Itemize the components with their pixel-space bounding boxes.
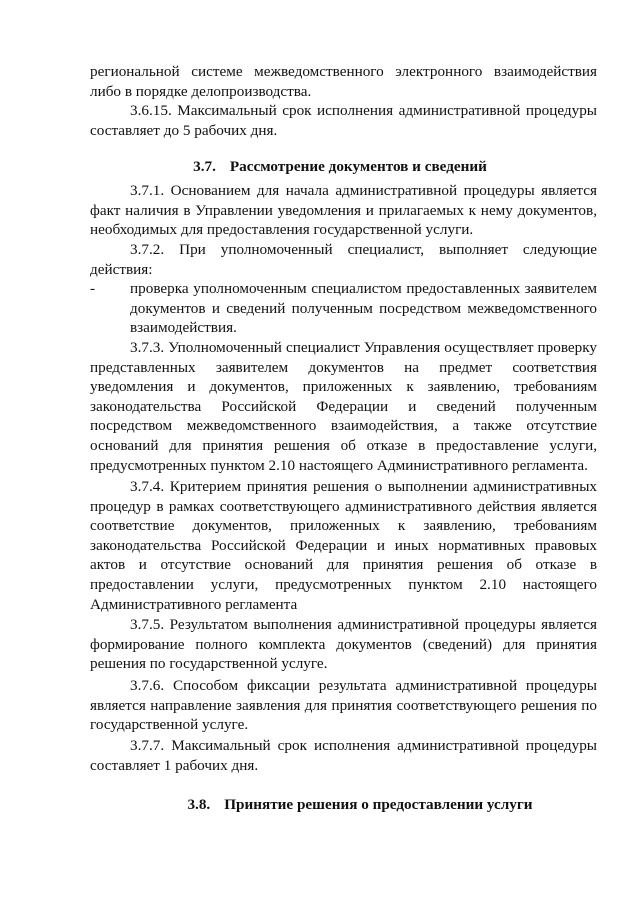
paragraph-3-6-15: 3.6.15. Максимальный срок исполнения административной процедуры составляет до 5 рабочих дня. <box>90 102 597 139</box>
paragraph-3-7-2: 3.7.2. При уполномоченный специалист, выполняет следующие действия: <box>90 241 597 278</box>
dash-item-text: проверка уполномоченным специалистом предоставленных заявителем документов и сведений полученным посредством межведомственного взаимодействия. <box>130 280 597 337</box>
section-heading-3-8 <box>40 796 640 814</box>
paragraph-3-7-4: 3.7.4. Критерием принятия решения о выполнении административных процедур в рамках соответствующего административного действия является соответствие документов, приложенных к заявлению, требованиям законодательства Российской Федерации и иных нормативных правовых актов и отсутствие оснований для принятия решения об отказе в предоставлении услуги, предусмотренных пунктом 2.10 настоящего Административного регламента <box>90 478 597 613</box>
dash-list-item <box>90 279 597 338</box>
paragraph-3-7-7: 3.7.7. Максимальный срок исполнения административной процедуры составляет 1 рабочих дня. <box>90 737 597 774</box>
section-heading-3-7 <box>20 158 640 176</box>
dash-marker: - <box>90 280 96 297</box>
section-title: Принятие решения о предоставлении услуги <box>224 796 533 813</box>
paragraph-3-7-3: 3.7.3. Уполномоченный специалист Управления осуществляет проверку представленных заявителем документов на предмет соответствия уведомления и документов, приложенных к заявлению, требованиям законодательства Российской Федерации и сведений полученным посредством межведомственного взаимодействия, а также отсутствие оснований для принятия решения об отказе в предоставление услуги, предусмотренных пунктом 2.10 настоящего Административного регламента. <box>90 339 597 474</box>
paragraph-3-7-5: 3.7.5. Результатом выполнения административной процедуры является формирование полного комплекта документов (сведений) для принятия решения по государственной услуге. <box>90 616 597 673</box>
section-title: Рассмотрение документов и сведений <box>229 158 487 175</box>
paragraph-continuation: региональной системе межведомственного электронного взаимодействия либо в порядке делопроизводства. <box>90 63 597 100</box>
section-number: 3.8. <box>187 796 211 813</box>
paragraph-3-7-6: 3.7.6. Способом фиксации результата административной процедуры является направление заявления для принятия соответствующего решения по государственной услуге. <box>90 677 597 734</box>
section-number: 3.7. <box>193 158 216 175</box>
paragraph-3-7-1: 3.7.1. Основанием для начала административной процедуры является факт наличия в Управлении уведомления и прилагаемых к нему документов, необходимых для предоставления государственной услуги. <box>90 182 597 239</box>
